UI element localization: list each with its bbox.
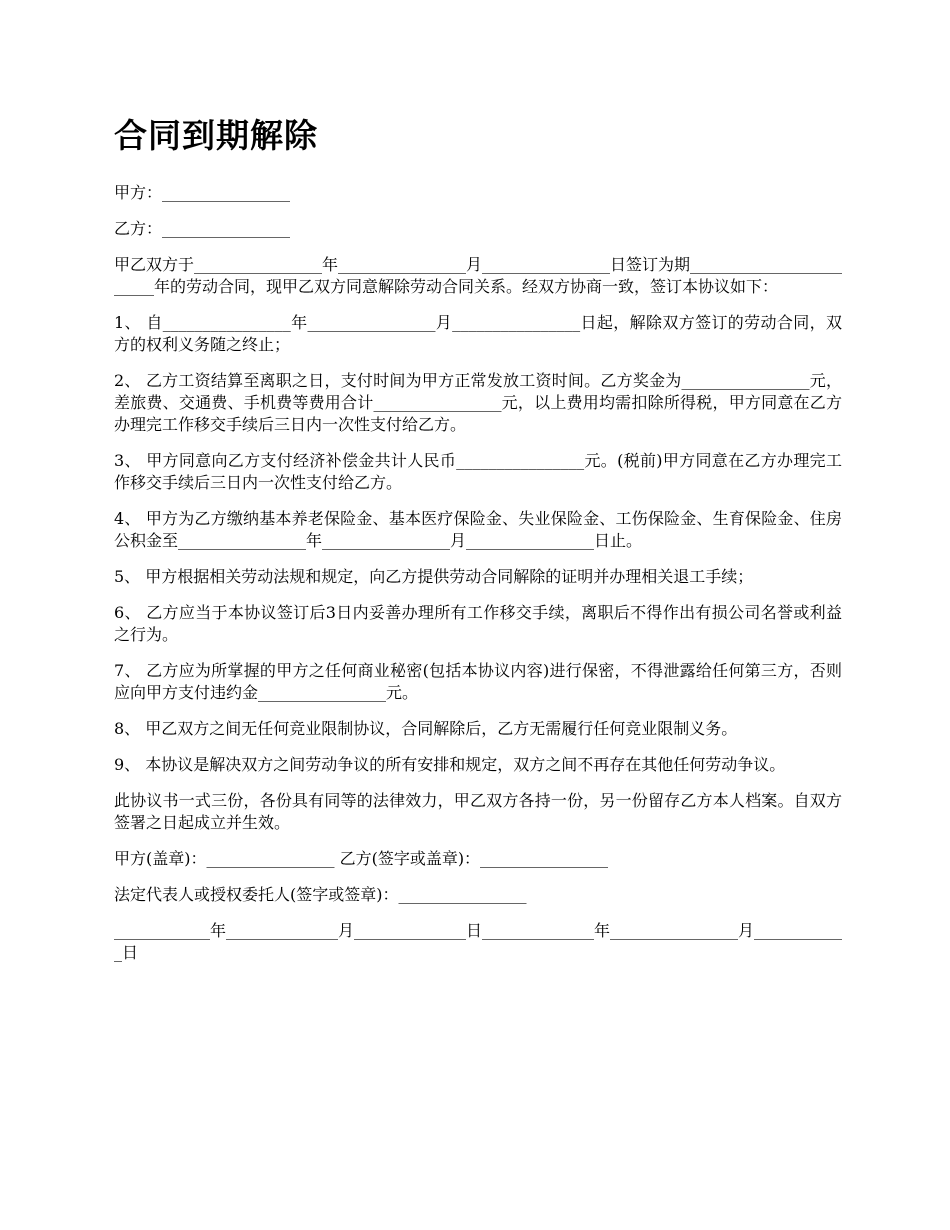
clause-6: 6、 乙方应当于本协议签订后3日内妥善办理所有工作移交手续，离职后不得作出有损公司名誉或利益之行为。 — [114, 603, 842, 644]
representative-signature-line: 法定代表人或授权委托人(签字或签章)：________________ — [114, 885, 527, 904]
clause-2: 2、 乙方工资结算至离职之日，支付时间为甲方正常发放工资时间。乙方奖金为________________元，差旅费、交通费、手机费等费用合计________________元，以上费用均需扣除所得税，甲方同意在乙方办理完工作移交手续后三日内一次性支付给乙方。 — [114, 371, 842, 434]
date-line: ____________年______________月______________日______________年________________月____________日 — [114, 921, 843, 962]
document-page — [114, 112, 842, 978]
clause-1: 1、 自________________年________________月________________日起，解除双方签订的劳动合同，双方的权利义务随之终止； — [114, 313, 842, 354]
preamble-paragraph: 甲乙双方于________________年________________月________________日签订为期________________________年的劳动合同，现甲乙双方同意解除劳动合同关系。经双方协商一致，签订本协议如下： — [114, 255, 843, 296]
clause-8: 8、 甲乙双方之间无任何竞业限制协议，合同解除后，乙方无需履行任何竞业限制义务。 — [114, 719, 738, 738]
clause-5: 5、 甲方根据相关劳动法规和规定，向乙方提供劳动合同解除的证明并办理相关退工手续； — [114, 567, 754, 586]
document-title: 合同到期解除 — [114, 116, 318, 155]
clause-9: 9、 本协议是解决双方之间劳动争议的所有安排和规定，双方之间不再存在其他任何劳动争议。 — [114, 755, 786, 774]
clause-7: 7、 乙方应为所掌握的甲方之任何商业秘密(包括本协议内容)进行保密，不得泄露给任何第三方，否则应向甲方支付违约金________________元。 — [114, 661, 842, 702]
effectiveness-paragraph: 此协议书一式三份，各份具有同等的法律效力，甲乙双方各持一份，另一份留存乙方本人档案。自双方签署之日起成立并生效。 — [114, 791, 842, 832]
clause-4: 4、 甲方为乙方缴纳基本养老保险金、基本医疗保险金、失业保险金、工伤保险金、生育保险金、住房公积金至________________年________________月________________日止。 — [114, 509, 842, 550]
clause-3: 3、 甲方同意向乙方支付经济补偿金共计人民币________________元。(税前)甲方同意在乙方办理完工作移交手续后三日内一次性支付给乙方。 — [114, 451, 842, 492]
signature-line: 甲方(盖章)：________________ 乙方(签字或盖章)：________________ — [114, 849, 609, 868]
party-a-line: 甲方：________________ — [114, 183, 291, 202]
party-b-line: 乙方：________________ — [114, 219, 291, 238]
